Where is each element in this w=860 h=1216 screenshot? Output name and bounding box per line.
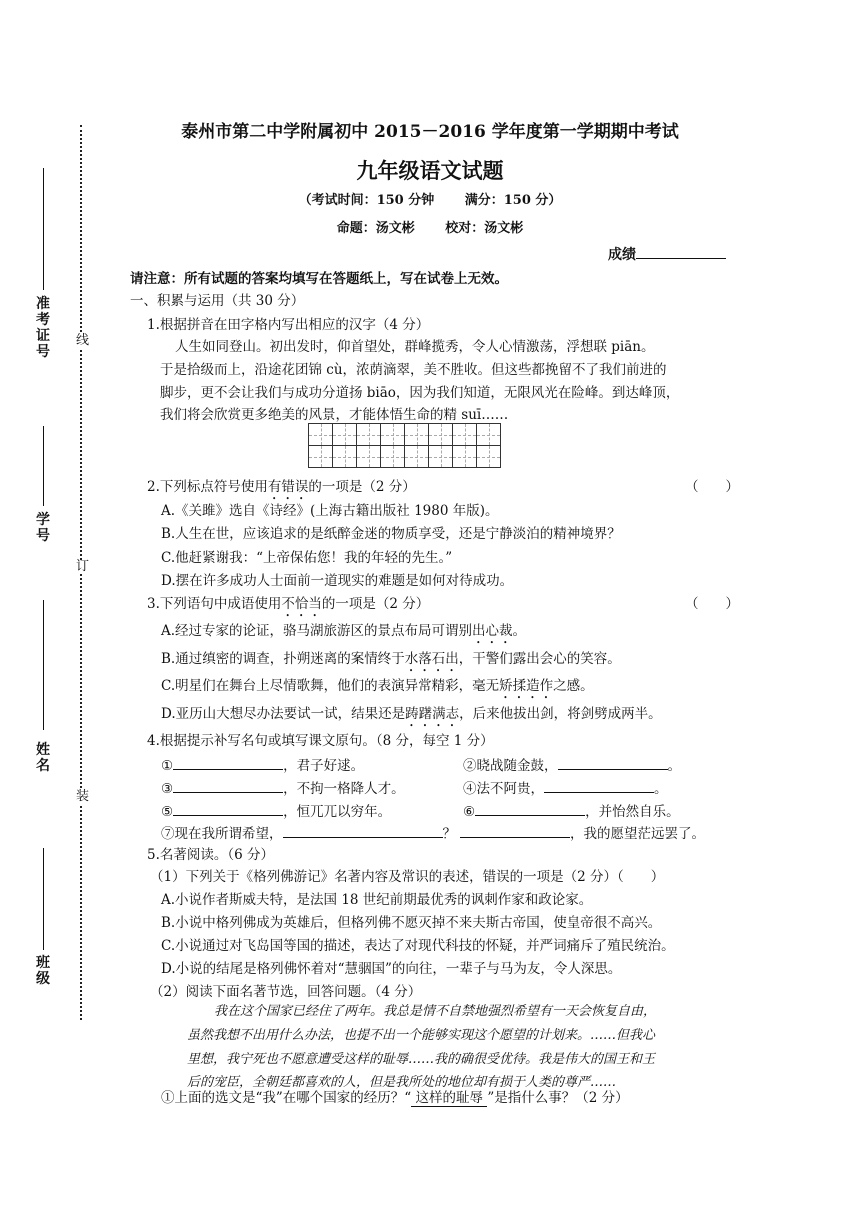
- q5-option-a: A.小说作者斯威夫特，是法国 18 世纪前期最优秀的讽刺作家和政论家。: [161, 892, 593, 908]
- q5-stem: 5.名著阅读。（6 分）: [147, 847, 275, 863]
- student-id-label: 学号: [36, 512, 50, 544]
- q2-option-d: D.摆在许多成功人士面前一道现实的难题是如何对待成功。: [161, 573, 514, 589]
- q2-stem: 2.下列标点符号使用有错误的一项是（2 分）: [147, 479, 416, 495]
- exam-number-label: 准考证号: [36, 296, 50, 360]
- q4-stem: 4.根据提示补写名句或填写课文原句。（8 分，每空 1 分）: [147, 733, 494, 749]
- q2-option-a: A.《关雎》选自《诗经》(上海古籍出版社 1980 年版)。: [161, 503, 499, 519]
- q2-option-b: B.人生在世，应该追求的是纸醉金迷的物质享受，还是宁静淡泊的精神境界？: [161, 526, 621, 542]
- section-1-title: 一、积累与运用（共 30 分）: [130, 293, 305, 309]
- q3-option-d: D.亚历山大想尽办法要试一试，结果还是踌躇满志，后来他拔出剑，将剑劈成两半。: [161, 706, 662, 722]
- q3-option-c: C.明星们在舞台上尽情歌舞，他们的表演异常精彩，毫无矫揉造作之感。: [161, 678, 594, 694]
- q2-option-c: C.他赶紧谢我：“上帝保佑您！我的年轻的先生。”: [161, 550, 453, 566]
- q5-question-1: ①上面的选文是“我”在哪个国家的经历？“ 这样的耻辱 ”是指什么事？（2 分）: [161, 1090, 629, 1106]
- excerpt-line: 后的宠臣，全朝廷都喜欢的人，但是我所处的地位却有损于人类的尊严……: [187, 1075, 617, 1090]
- exam-time-info: （考试时间：150 分钟 满分：150 分）: [298, 193, 562, 208]
- class-label: 班级: [36, 955, 50, 987]
- excerpt-line: 虽然我想不出用什么办法，也提不出一个能够实现这个愿望的计划来。……但我心: [187, 1028, 656, 1043]
- emphasis-text: 有错误: [267, 479, 309, 495]
- emphasis-text: 不恰当: [281, 596, 322, 612]
- name-label: 姓名: [36, 742, 50, 774]
- excerpt-line: 里想，我宁死也不愿意遭受这样的耻辱……我的确很受优待。我是伟大的国王和王: [187, 1052, 656, 1067]
- underlined-phrase: 这样的耻辱: [411, 1090, 488, 1106]
- q2-answer-paren: （ ）: [685, 479, 739, 495]
- q1-text-line: 于是拾级而上，沿途花团锦 cù，浓荫滴翠，美不胜收。但这些都挽留不了我们前进的: [160, 362, 667, 378]
- binding-mark-bind: 装: [76, 789, 90, 804]
- name-blank: [43, 600, 44, 730]
- subject-title: 九年级语文试题: [356, 159, 504, 183]
- q4-row-4: ⑦现在我所谓希望， ？ ，我的愿望茫远罢了。: [161, 823, 705, 843]
- q5-sub2-stem: （2）阅读下面名著节选，回答问题。（4 分）: [150, 984, 422, 1000]
- q1-text-line: 人生如同登山。初出发时，仰首望处，群峰揽秀，令人心情激荡，浮想联 piān。: [175, 339, 655, 355]
- score-blank: [636, 244, 726, 259]
- notice: 请注意：所有试题的答案均填写在答题纸上，写在试卷上无效。: [130, 271, 508, 287]
- q4-row-3-right: ⑥ ，并怡然自乐。: [463, 801, 680, 821]
- class-blank: [43, 848, 44, 950]
- q3-stem: 3.下列语句中成语使用不恰当的一项是（2 分）: [147, 596, 430, 612]
- q1-stem: 1.根据拼音在田字格内写出相应的汉字（4 分）: [147, 317, 430, 333]
- q3-option-b: B.通过缜密的调查，扑朔迷离的案情终于水落石出，干警们露出会心的笑容。: [161, 651, 621, 667]
- q4-row-1: ① ，君子好逑。: [161, 755, 364, 775]
- q5-sub1-stem: （1）下列关于《格列佛游记》名著内容及常识的表述，错误的一项是（2 分）（ ）: [150, 869, 665, 885]
- excerpt-line: 我在这个国家已经住了两年。我总是情不自禁地强烈希望有一天会恢复自由，: [214, 1004, 657, 1019]
- q5-option-c: C.小说通过对飞岛国等国的描述，表达了对现代科技的怀疑，并严词痛斥了殖民统治。: [161, 938, 675, 954]
- q3-answer-paren: （ ）: [685, 596, 739, 612]
- q3-option-a: A.经过专家的论证，骆马湖旅游区的景点布局可谓别出心裁。: [161, 623, 527, 639]
- q4-row-1-right: ②晓战随金鼓， 。: [463, 755, 681, 775]
- student-id-blank: [43, 426, 44, 506]
- binding-mark-staple: 订: [76, 559, 90, 574]
- q4-row-2-right: ④法不阿贵， 。: [463, 778, 668, 798]
- binding-mark-line: 线: [76, 333, 90, 348]
- q1-text-line: 脚步，更不会让我们与成功分道扬 biāo，因为我们知道，无限风光在险峰。到达峰顶，: [160, 385, 680, 401]
- q5-option-b: B.小说中格列佛成为英雄后，但格列佛不愿灭掉不来夫斯古帝国，使皇帝很不高兴。: [161, 915, 662, 931]
- q4-row-3: ⑤ ，恒兀兀以穷年。: [161, 801, 391, 821]
- q4-row-2: ③ ，不拘一格降人才。: [161, 778, 405, 798]
- q1-text-line: 我们将会欣赏更多绝美的风景，才能体悟生命的精 suī……: [160, 407, 509, 423]
- score-label: 成绩: [608, 247, 636, 263]
- exam-authors: 命题：汤文彬 校对：汤文彬: [336, 221, 524, 236]
- school-title: 泰州市第二中学附属初中 2015－2016 学年度第一学期期中考试: [181, 122, 679, 142]
- tianzige-grid: [308, 423, 501, 468]
- q5-option-d: D.小说的结尾是格列佛怀着对“慧骃国”的向往，一辈子与马为友，令人深思。: [161, 961, 622, 977]
- score-field: [608, 244, 726, 264]
